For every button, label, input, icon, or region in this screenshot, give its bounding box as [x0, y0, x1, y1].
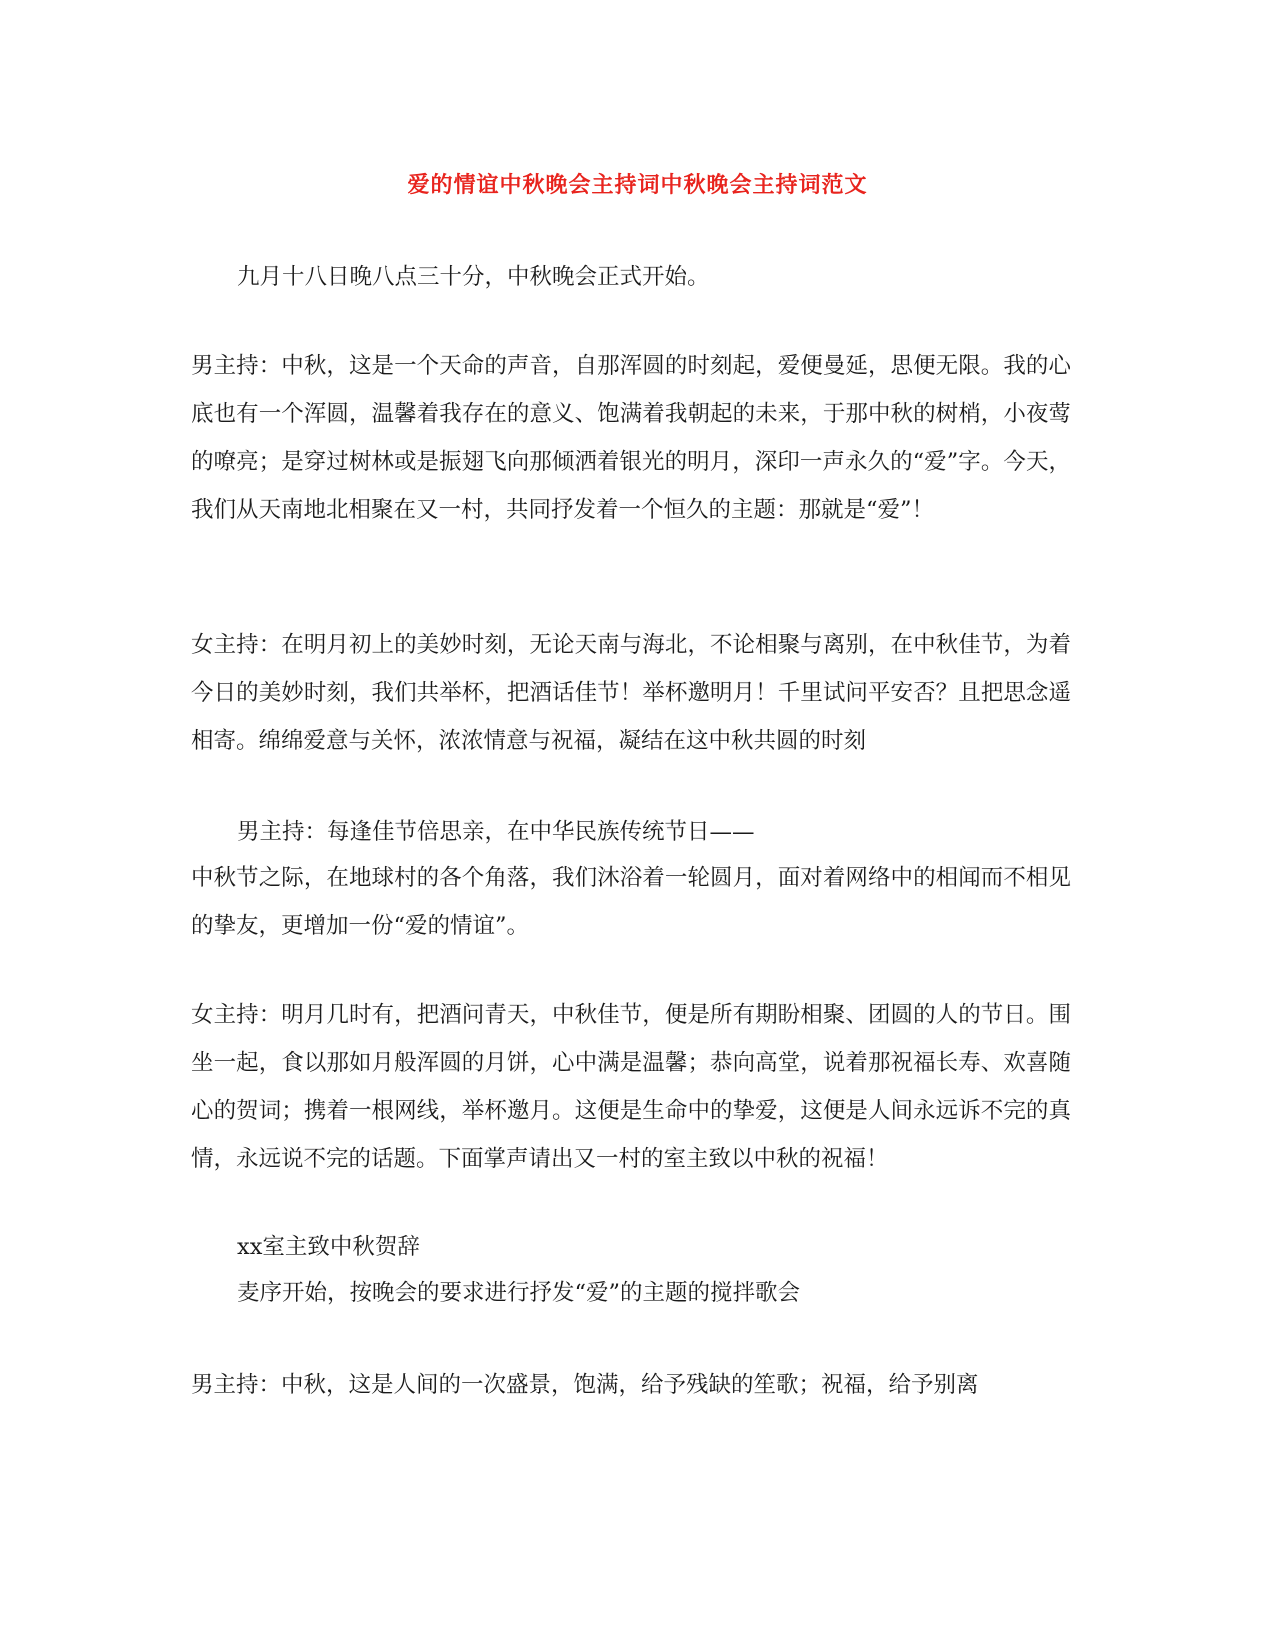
paragraph-host-greeting: xx室主致中秋贺辞 [237, 1234, 420, 1260]
paragraph-mid-autumn: 中秋节之际，在地球村的各个角落，我们沐浴着一轮圆月，面对着网络中的相闻而不相见的挚友，更增加一份“爱的情谊”。 [191, 865, 1071, 939]
paragraph-male-host-3: 男主持：中秋，这是人间的一次盛景，饱满，给予残缺的笙歌；祝福，给予别离 [191, 1372, 979, 1398]
paragraph-male-host-2: 男主持：每逢佳节倍思亲，在中华民族传统节日—— [237, 819, 755, 845]
paragraph-female-host-1: 女主持：在明月初上的美妙时刻，无论天南与海北，不论相聚与离别，在中秋佳节，为着今日的美妙时刻，我们共举杯，把酒话佳节！举杯邀明月！千里试问平安否？且把思念遥相寄。绵绵爱意与关怀，浓浓情意与祝福，凝结在这中秋共圆的时刻 [191, 632, 1071, 754]
paragraph-female-host-2: 女主持：明月几时有，把酒问青天，中秋佳节，便是所有期盼相聚、团圆的人的节日。围坐一起，食以那如月般浑圆的月饼，心中满是温馨；恭向高堂，说着那祝福长寿、欢喜随心的贺词；携着一根网线，举杯邀月。这便是生命中的挚爱，这便是人间永远诉不完的真情，永远说不完的话题。下面掌声请出又一村的室主致以中秋的祝福！ [191, 1002, 1071, 1172]
document-title: 爱的情谊中秋晚会主持词中秋晚会主持词范文 [407, 172, 868, 198]
paragraph-song-session: 麦序开始，按晚会的要求进行抒发“爱”的主题的搅拌歌会 [237, 1280, 801, 1306]
paragraph-male-host-1: 男主持：中秋，这是一个天命的声音，自那浑圆的时刻起，爱便曼延，思便无限。我的心底也有一个浑圆，温馨着我存在的意义、饱满着我朝起的未来，于那中秋的树梢，小夜莺的嘹亮；是穿过树林或是振翅飞向那倾洒着银光的明月，深印一声永久的“爱”字。今天，我们从天南地北相聚在又一村，共同抒发着一个恒久的主题：那就是“爱”！ [191, 353, 1071, 523]
paragraph-opening: 九月十八日晚八点三十分，中秋晚会正式开始。 [237, 264, 710, 290]
